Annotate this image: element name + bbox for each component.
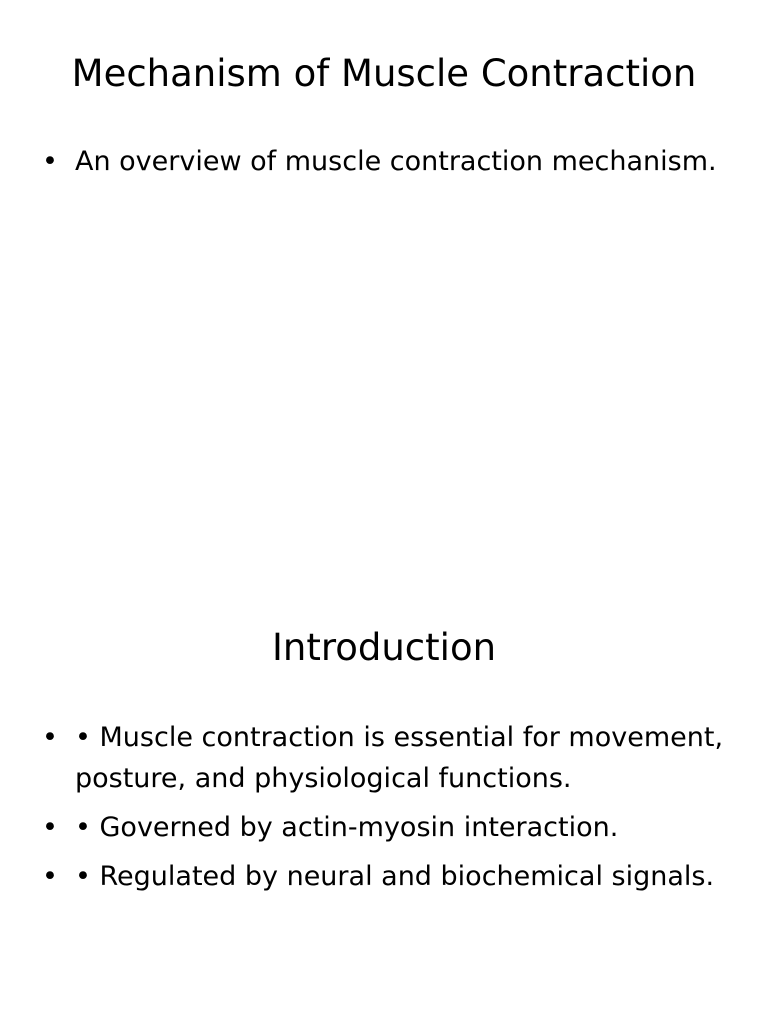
slide-title: Introduction [271,626,497,669]
bullet-list [42,141,726,190]
bullet-text: An overview of muscle contraction mechanism. [75,146,717,177]
bullet-item [42,856,726,897]
bullet-marker: • [42,812,58,843]
bullet-item [42,717,726,799]
bullet-marker: • [42,861,58,892]
bullet-text: • Governed by actin-myosin interaction. [75,812,619,843]
slide-title: Mechanism of Muscle Contraction [71,52,697,95]
slide-introduction [0,576,768,1024]
bullet-item [42,807,726,848]
bullet-text: • Muscle contraction is essential for movement, posture, and physiological functions. [75,722,724,794]
bullet-marker: • [42,146,58,177]
bullet-marker: • [42,722,58,753]
bullet-item [42,141,726,182]
bullet-text: • Regulated by neural and biochemical signals. [75,861,715,892]
bullet-list [42,717,726,905]
